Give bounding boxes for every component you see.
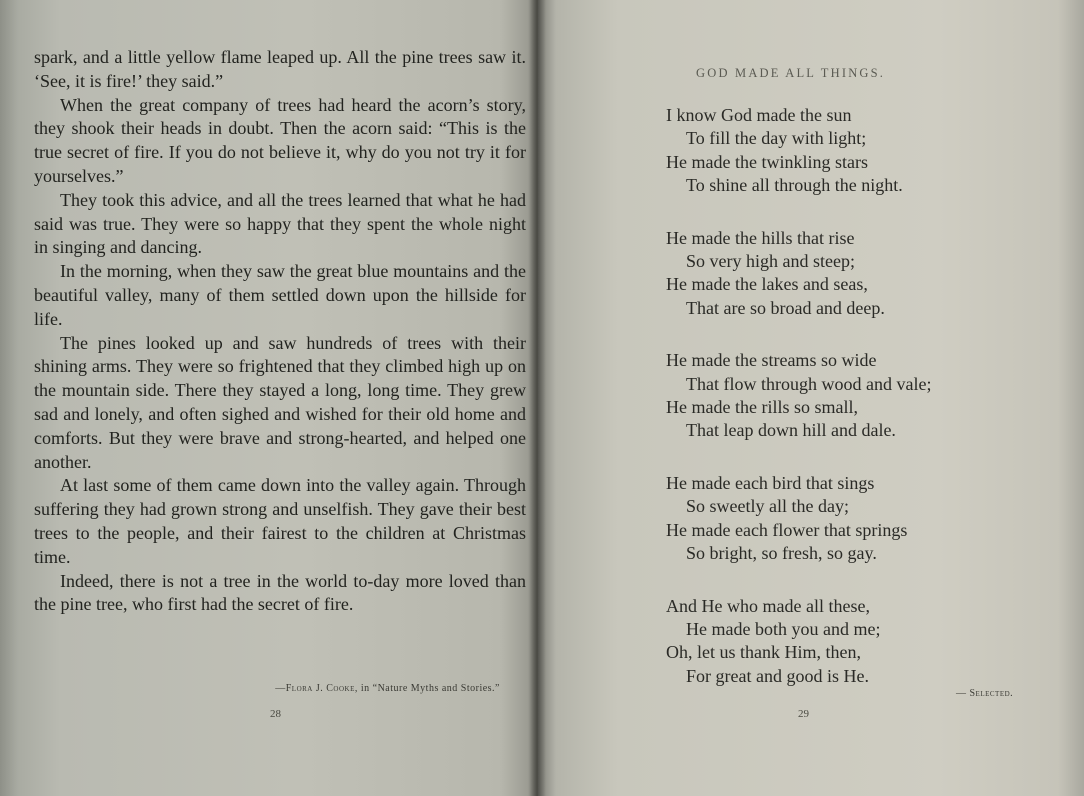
poem-line: So very high and steep; [686,251,855,272]
poem-line: That flow through wood and vale; [686,373,932,394]
poem-line: So bright, so fresh, so gay. [686,543,877,564]
left-page [0,0,538,796]
paragraph: Indeed, there is not a tree in the world to-day more loved than the pine tree, who first had the secret of fire. [34,570,526,615]
paragraph: They took this advice, and all the trees learned that what he had said was true. They were so happy that they spent the whole night in singing and dancing. [34,189,526,258]
poem-line: To fill the day with light; [686,128,867,149]
poem-stanza [666,595,1066,689]
attribution-author: Flora J. Cooke [285,683,355,694]
poem-line: To shine all through the night. [686,175,903,196]
poem-credit: — Selected. [956,688,1014,699]
poem-stanza [666,104,1066,198]
poem-line: He made both you and me; [686,618,881,639]
page-number-right: 29 [798,708,809,720]
poem-line: He made the lakes and seas, [666,274,868,295]
paragraph: At last some of them came down into the valley again. Through suffering they had grown strong and unselfish. They gave their best trees to the people, and their fairest to the children at Christmas time. [34,475,526,567]
poem-line: So sweetly all the day; [686,496,849,517]
right-page [538,0,1084,796]
poem-title: GOD MADE ALL THINGS. [696,66,886,80]
page-number-left: 28 [270,708,281,720]
poem-stanza [666,227,1066,321]
poem-line: He made the rills so small, [666,397,858,418]
poem-line: He made each flower that springs [666,519,908,540]
poem-line: Oh, let us thank Him, then, [666,642,861,663]
poem-stanza [666,349,1066,443]
poem [666,104,1066,717]
book-spine [528,0,546,796]
paragraph: The pines looked up and saw hundreds of trees with their shining arms. They were so frightened that they climbed high up on the mountain side. There they stayed a long, long time. They grew sad and lonely, and often sighed and wished for their old home and comforts. But they were brave and strong-hearted, and helped one another. [34,332,526,472]
attribution-dash: — [275,683,286,694]
poem-line: And He who made all these, [666,595,870,616]
poem-line: He made each bird that sings [666,472,875,493]
paragraph: In the morning, when they saw the great blue mountains and the beautiful valley, many of them settled down upon the hillside for life. [34,261,526,329]
poem-line: He made the streams so wide [666,350,877,371]
poem-line: That are so broad and deep. [686,297,885,318]
attribution-source: , in “Nature Myths and Stories.” [354,683,500,694]
poem-line: I know God made the sun [666,105,852,125]
attribution [275,683,500,694]
poem-line: That leap down hill and dale. [686,420,896,441]
paragraph: spark, and a little yellow flame leaped up. All the pine trees saw it. ‘See, it is fire!’ they said.” [34,47,526,91]
story-text [34,46,526,617]
poem-line: He made the twinkling stars [666,151,868,172]
poem-line: He made the hills that rise [666,227,855,248]
poem-stanza [666,472,1066,566]
poem-line: For great and good is He. [686,665,869,686]
paragraph: When the great company of trees had heard the acorn’s story, they shook their heads in doubt. Then the acorn said: “This is the true secret of fire. If you do not believe it, why do you not try it for yourselves.” [34,94,526,186]
